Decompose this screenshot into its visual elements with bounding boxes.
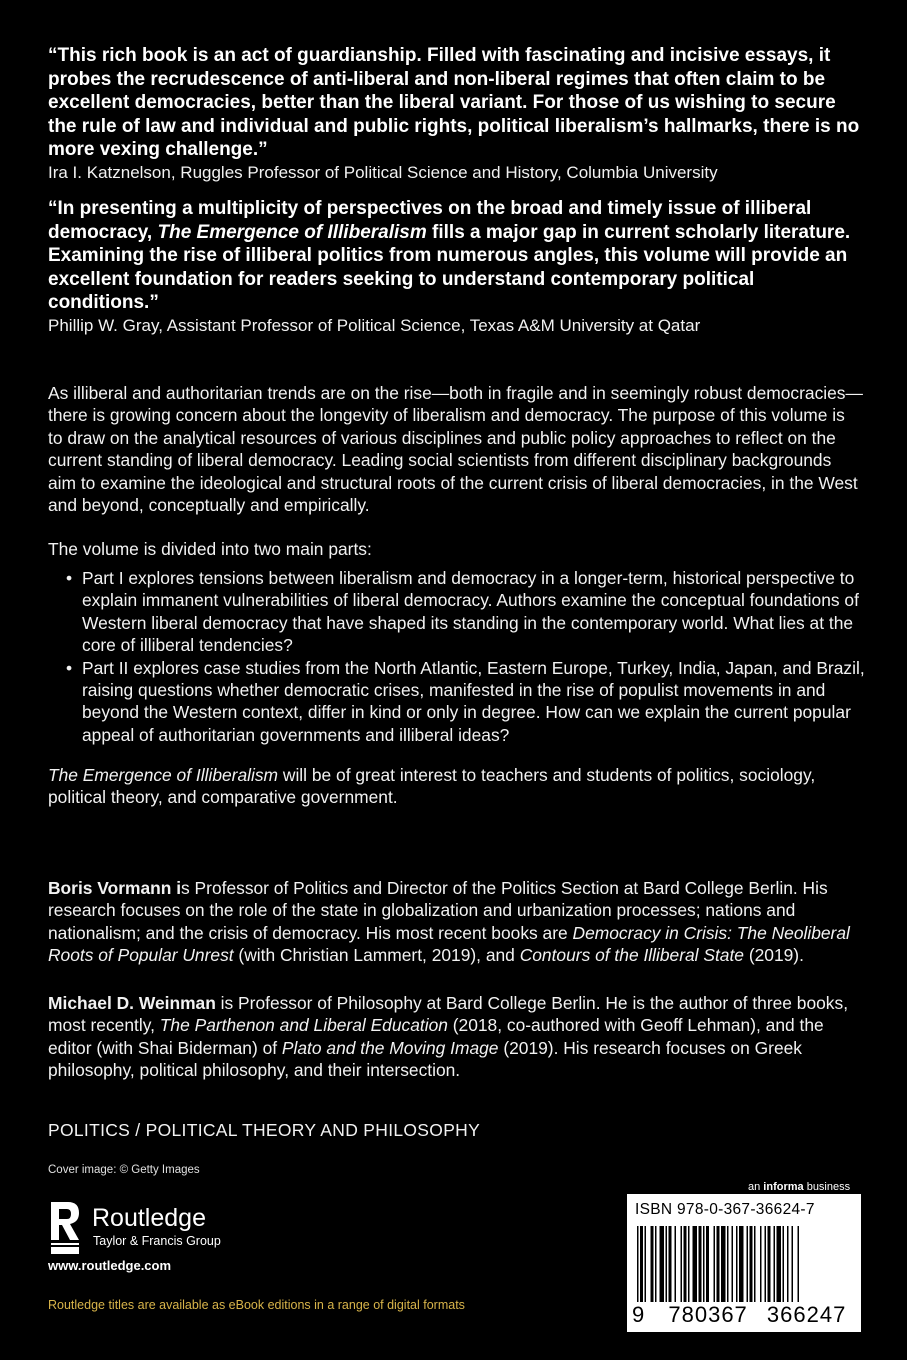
bio-text: s Professor of Politics and Director of the Politics Section at Bard College Berlin. His research focuses on the role of the state in globalization and urbanization processes; nations and nationalism; and the crisis of democracy. His most recent books are [48, 878, 828, 943]
ebook-note: Routledge titles are available as eBook editions in a range of digital formats [48, 1298, 465, 1312]
bio-text: is Professor of Philosophy at Bard College Berlin. He is the author of three books, most recently, [48, 993, 849, 1036]
bullet-text-part-1: Part I explores tensions between liberalism and democracy in a longer-term, historical perspective to explain immanent vulnerabilities of liberal democracy. Authors examine the conceptual foundations of Western liberal democracy that have shaped its standing in the contemporary world. What lies at the core of illiberal tendencies? [82, 568, 859, 656]
isbn-digit-first: 9 [632, 1302, 646, 1327]
barcode-icon [637, 1226, 853, 1314]
description-paragraph-1: As illiberal and authoritarian trends are on the rise—both in fragile and in seemingly robust democracies—there is growing concern about the longevity of liberalism and democracy. The purpose of this volume is to draw on the analytical resources of various disciplines and public policy approaches to reflect on the current standing of liberal democracy. Leading social scientists from different disciplinary backgrounds aim to examine the ideological and structural roots of the current crisis of liberal democracies, in the West and beyond, conceptually and empirically. [48, 383, 863, 516]
parts-bullet-list [66, 567, 866, 746]
author-bio-weinman [48, 992, 864, 1082]
publisher-group: Taylor & Francis Group [93, 1234, 221, 1248]
closing-text: will be of great interest to teachers and students of politics, sociology, political theory, and comparative government. [48, 765, 816, 808]
endorsement-quote-1: “This rich book is an act of guardianship. Filled with fascinating and incisive essays, it probes the recrudescence of anti-liberal and non-liberal regimes that often claim to be excellent democracies, better than the liberal variant. For those of us wishing to secure the rule of law and individual and public rights, political liberalism’s hallmarks, there is no more vexing challenge.” [48, 45, 860, 160]
author-bio-vormann [48, 877, 864, 967]
informa-brand: informa [763, 1181, 804, 1193]
informa-prefix: an [748, 1181, 764, 1193]
book-title: Plato and the Moving Image [281, 1037, 499, 1058]
closing-book-title: The Emergence of Illiberalism [48, 765, 279, 785]
author-name-vormann: Boris Vormann i [48, 878, 182, 898]
informa-business-label [748, 1181, 850, 1193]
bullet-icon: • [66, 657, 73, 678]
list-item [66, 567, 866, 657]
publisher-website: www.routledge.com [48, 1258, 172, 1273]
publisher-logo [48, 1200, 258, 1256]
cover-image-credit: Cover image: © Getty Images [48, 1164, 200, 1176]
isbn-digit-group-1: 780367 [668, 1302, 748, 1327]
isbn-digits [631, 1302, 859, 1328]
bullet-icon: • [66, 568, 73, 588]
description-closing [48, 764, 864, 809]
quote-2-text-part2: fills a major gap in current scholarly literature. Examining the rise of illiberal politics from numerous angles, this volume will provide an excellent foundation for readers seeking to understand contemporary political conditions.” [48, 221, 851, 313]
routledge-logo-icon [48, 1200, 82, 1256]
isbn-digit-group-2: 366247 [766, 1302, 847, 1327]
endorsement-attribution-2: Phillip W. Gray, Assistant Professor of Political Science, Texas A&M University at Qatar [48, 316, 701, 335]
list-item [66, 657, 866, 747]
quote-2-book-title: The Emergence of Illiberalism [157, 221, 427, 243]
bio-text: (2018, co-authored with Geoff Lehman), and the editor (with Shai Biderman) of [48, 1015, 824, 1058]
book-title: Democracy in Crisis: The Neoliberal Roots of Popular Unrest [48, 922, 850, 966]
isbn-label: ISBN 978-0-367-36624-7 [635, 1201, 815, 1218]
bio-text: (with Christian Lammert, 2019), and [233, 945, 520, 966]
book-title: The Parthenon and Liberal Education [159, 1015, 448, 1036]
endorsement-quote-2 [48, 197, 868, 315]
book-title: Contours of the Illiberal State [519, 945, 744, 966]
endorsement-attribution-1: Ira I. Katznelson, Ruggles Professor of Political Science and History, Columbia University [48, 163, 718, 182]
author-name-weinman: Michael D. Weinman [48, 993, 216, 1013]
quote-2-text-part1: “In presenting a multiplicity of perspectives on the broad and timely issue of illiberal democracy, [48, 198, 812, 243]
informa-suffix: business [803, 1181, 851, 1193]
isbn-barcode [627, 1194, 861, 1332]
bio-text: (2019). [743, 945, 804, 966]
subject-category: POLITICS / POLITICAL THEORY AND PHILOSOPHY [48, 1120, 481, 1140]
bio-text: (2019). His research focuses on Greek philosophy, political philosophy, and their intersection. [48, 1037, 802, 1081]
description-paragraph-2: The volume is divided into two main parts: [48, 539, 372, 559]
publisher-name: Routledge [92, 1204, 206, 1232]
bullet-text-part-2: Part II explores case studies from the North Atlantic, Eastern Europe, Turkey, India, Japan, and Brazil, raising questions whether democratic crises, manifested in the rise of populist movements in and beyond the Western context, differ in kind or only in degree. How can we explain the current popular appeal of authoritarian governments and illiberal ideas? [82, 657, 865, 745]
